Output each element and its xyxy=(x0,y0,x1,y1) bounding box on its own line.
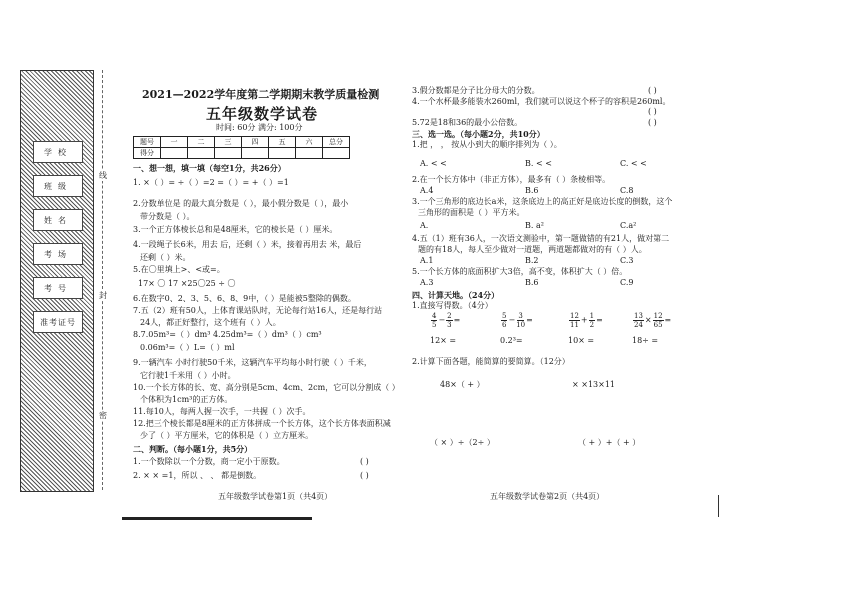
judge-2-paren[interactable]: ( ) xyxy=(360,471,369,480)
direct-calc-8: 18÷ = xyxy=(632,336,659,345)
page-2-footer: 五年级数学试卷第2页（共4页） xyxy=(490,492,605,501)
choice-4-option-b[interactable]: B.2 xyxy=(525,256,539,265)
choice-3-option-a[interactable]: A. xyxy=(420,221,429,230)
page-1-footer: 五年级数学试卷第1页（共4页） xyxy=(218,492,333,501)
exam-number-field[interactable]: 考号 xyxy=(33,277,83,299)
question-1-4b: 还剩（ ）米。 xyxy=(140,253,191,262)
choice-3b: 三角形的面积是（ ）平方米。 xyxy=(418,208,525,217)
direct-calc-7: 10× = xyxy=(568,336,595,345)
question-1-12b: 少了（ ）平方厘米，它的体积是（ ）立方厘米。 xyxy=(140,431,314,440)
direct-calc-5: 12× = xyxy=(430,336,457,345)
admission-number-field[interactable]: 准考证号 xyxy=(33,311,83,333)
choice-5: 5.一个长方体的底面积扩大3倍，高不变，体积扩大（ ）倍。 xyxy=(412,267,628,276)
choice-2-option-a[interactable]: A.4 xyxy=(420,186,434,195)
exam-header-title: 2021—2022学年度第二学期期末教学质量检测 xyxy=(142,88,380,101)
exam-room-field[interactable]: 考场 xyxy=(33,243,83,265)
direct-calc-3: $\frac{12}{11}$ + $\frac{1}{2}$ = xyxy=(570,312,603,329)
direct-calc-2: $\frac{5}{6}$ − $\frac{3}{10}$ = xyxy=(502,312,533,329)
expression-3: （ × ）÷（2÷ ） xyxy=(430,438,495,447)
scan-rule-line xyxy=(122,517,312,520)
question-1-12a: 12.把三个棱长都是8厘米的正方体拼成一个长方体，这个长方体表面积减 xyxy=(133,419,391,428)
expression-4: （ + ）+（ + ） xyxy=(578,438,641,447)
choice-4-option-c[interactable]: C.3 xyxy=(620,256,634,265)
score-cell: 四 xyxy=(242,137,269,148)
judge-1: 1.一个数除以一个分数，商一定小于原数。 xyxy=(133,457,285,466)
question-1-8a: 8.7.05m³=（ ）dm³ 4.25dm³=（ ）dm³（ ）cm³ xyxy=(133,330,322,339)
time-score-info: 时间: 60分 满分: 100分 xyxy=(216,123,303,132)
question-1-8b: 0.06m³=（ ）L=（ ）ml xyxy=(140,343,235,352)
score-cell: 得分 xyxy=(134,148,161,159)
score-cell: 总分 xyxy=(323,137,350,148)
choice-1-option-c[interactable]: C. < < xyxy=(620,159,647,168)
judge-3-paren[interactable]: ( ) xyxy=(648,86,657,95)
score-entry[interactable] xyxy=(269,148,296,159)
school-field[interactable]: 学校 xyxy=(33,141,83,163)
question-1-6: 6.在数字0、2、3、5、6、8、9中，（ ）是能被5整除的偶数。 xyxy=(133,294,356,303)
question-1-7a: 7.五（2）班有50人，上体育课站队时，无论每行站16人，还是每行站 xyxy=(133,306,383,315)
score-table xyxy=(133,136,350,159)
choice-5-option-a[interactable]: A.3 xyxy=(420,278,434,287)
score-cell: 题号 xyxy=(134,137,161,148)
expression-2: × ×13×11 xyxy=(572,380,616,389)
judge-5: 5.72是18和36的最小公倍数。 xyxy=(412,118,523,127)
direct-calc-6: 0.2³= xyxy=(500,336,523,345)
question-1-5: 5.在〇里填上>、<或=。 xyxy=(133,265,225,274)
score-entry[interactable] xyxy=(215,148,242,159)
choice-3-option-c[interactable]: C.a² xyxy=(620,221,637,230)
choice-2-option-b[interactable]: B.6 xyxy=(525,186,539,195)
section-4-heading: 四、计算天地。（24分） xyxy=(412,290,500,300)
score-entry[interactable] xyxy=(161,148,188,159)
direct-calc-4: $\frac{13}{24}$ × $\frac{12}{65}$ = xyxy=(634,312,672,329)
judge-4: 4.一个水杯最多能装水260ml，我们就可以说这个杯子的容积是260ml。 xyxy=(412,97,671,106)
score-cell: 六 xyxy=(296,137,323,148)
class-field[interactable]: 班级 xyxy=(33,175,83,197)
section-3-heading: 三、选一选。（每小题2分，共10分） xyxy=(412,129,545,139)
section-1-heading: 一、想一想，填一填（每空1分，共26分） xyxy=(133,163,286,173)
choice-5-option-c[interactable]: C.9 xyxy=(620,278,634,287)
score-entry[interactable] xyxy=(188,148,215,159)
choice-2: 2.在一个长方体中（非正方体），最多有（ ）条棱相等。 xyxy=(412,175,611,184)
cut-mark-line: 线 xyxy=(99,171,107,180)
judge-5-paren[interactable]: ( ) xyxy=(648,118,657,127)
question-1-7b: 24人，都正好整行，这个班有（ ）人。 xyxy=(140,318,281,327)
question-1-2a: 2.分数单位是 的最大真分数是（ ），最小假分数是（ ），最小 xyxy=(133,199,349,208)
score-cell: 一 xyxy=(161,137,188,148)
cut-mark-secret: 密 xyxy=(99,411,107,420)
cut-mark-seal: 封 xyxy=(99,291,107,300)
judge-1-paren[interactable]: ( ) xyxy=(360,457,369,466)
paper-title: 五年级数学试卷 xyxy=(206,105,319,123)
question-1-4a: 4.一段绳子长6米，用去 后，还剩（ ）米，接着再用去 米，最后 xyxy=(133,240,362,249)
choice-4a: 4.五（1）班有36人，一次语文测验中，第一题做错的有21人，做对第二 xyxy=(412,234,670,243)
question-1-10a: 10.一个长方体的长、宽、高分别是5cm、4cm、2cm，它可以分割成（ ） xyxy=(133,383,400,392)
direct-calc-heading: 1.直接写得数。（4分） xyxy=(412,301,493,310)
question-1-5-row: 17× 〇 17 ×25〇25 ÷ 〇 xyxy=(138,279,236,288)
question-1-9a: 9.一辆汽车 小时行驶50千米，这辆汽车平均每小时行驶（ ）千米， xyxy=(133,358,372,367)
choice-3a: 3.一个三角形的底边长a米，这条底边上的高正好是底边长度的倒数，这个 xyxy=(412,197,673,206)
judge-4-paren[interactable]: ( ) xyxy=(648,107,657,116)
judge-3: 3.假分数都是分子比分母大的分数。 xyxy=(412,86,540,95)
section-2-heading: 二、判断。（每小题1分，共5分） xyxy=(133,444,253,454)
direct-calc-1: $\frac{4}{5}$ − $\frac{2}{3}$ = xyxy=(432,312,461,329)
score-cell: 五 xyxy=(269,137,296,148)
score-entry[interactable] xyxy=(323,148,350,159)
question-1-1: 1. ×（ ）= ÷（ ）=2 =（ ）= +（ ）=1 xyxy=(133,178,289,187)
question-1-2b: 带分数是（ ）。 xyxy=(140,212,195,221)
question-1-10b: 个体积为1cm³的正方体。 xyxy=(140,395,233,404)
choice-1-option-a[interactable]: A. < < xyxy=(420,159,447,168)
seal-line xyxy=(96,70,110,490)
name-field[interactable]: 姓名 xyxy=(33,209,83,231)
choice-1: 1.把 ， ， 按从小到大的顺序排列为（ ）。 xyxy=(412,140,562,149)
score-cell: 二 xyxy=(188,137,215,148)
scan-edge-mark xyxy=(718,495,719,517)
choice-4-option-a[interactable]: A.1 xyxy=(420,256,434,265)
choice-4b: 题的有18人，每人至少做对一道题，两道题都做对的有（ ）人。 xyxy=(418,245,647,254)
student-info-sidebar xyxy=(20,70,94,492)
question-1-3: 3.一个正方体棱长总和是48厘米，它的棱长是（ ）厘米。 xyxy=(133,225,338,234)
question-1-9b: 它行驶1千米用（ ）小时。 xyxy=(140,371,236,380)
choice-5-option-b[interactable]: B.6 xyxy=(525,278,539,287)
choice-3-option-b[interactable]: B. a² xyxy=(525,221,544,230)
score-entry[interactable] xyxy=(296,148,323,159)
score-cell: 三 xyxy=(215,137,242,148)
calc-heading: 2.计算下面各题，能简算的要简算。（12分） xyxy=(412,357,570,366)
expression-1: 48×（ + ） xyxy=(440,380,485,389)
judge-2: 2. × × =1，所以 、 、 都是倒数。 xyxy=(133,471,262,480)
score-entry[interactable] xyxy=(242,148,269,159)
choice-1-option-b[interactable]: B. < < xyxy=(525,159,552,168)
question-1-11: 11.每10人，每两人握一次手，一共握（ ）次手。 xyxy=(133,407,311,416)
choice-2-option-c[interactable]: C.8 xyxy=(620,186,634,195)
